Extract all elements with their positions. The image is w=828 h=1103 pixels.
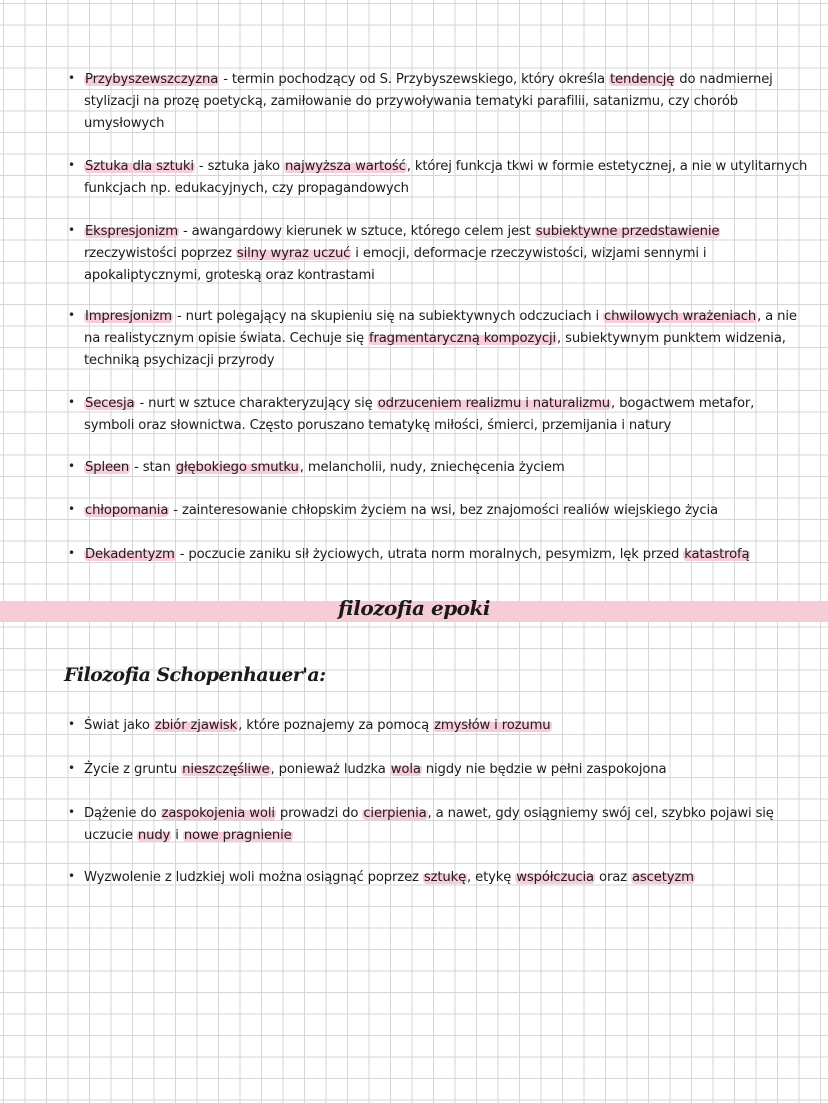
text-segment: - stan (130, 460, 175, 475)
highlighted-term: Spleen (85, 460, 130, 475)
bullet-icon: • (68, 761, 75, 775)
highlighted-term: Dekadentyzm (85, 547, 175, 562)
highlighted-term: ascetyzm (631, 870, 694, 885)
text-segment: i (171, 828, 183, 843)
definition-text (84, 69, 808, 135)
highlighted-term: chwilowych wrażeniach (604, 309, 757, 324)
highlighted-term: nudy (137, 828, 171, 843)
highlighted-term: silny wyraz uczuć (236, 246, 351, 261)
text-segment: , a nawet, gdy osiągniemy swój cel, szybko pojawi się uczucie (84, 806, 774, 843)
definition-dekadentyzm (68, 544, 808, 566)
highlighted-term: cierpienia (363, 806, 427, 821)
text-segment: , ponieważ ludzka (270, 762, 390, 777)
text-segment: - zainteresowanie chłopskim życiem na wsi, bez znajomości realiów wiejskiego życia (169, 503, 718, 518)
text-segment: , a nie na realistycznym opisie świata. Cechuje się (84, 309, 797, 346)
highlighted-term: tendencję (610, 72, 675, 87)
bullet-icon: • (68, 71, 75, 85)
text-segment: , subiektywnym punktem widzenia, techniką psychizacji przyrody (84, 331, 786, 368)
philosophy-text (84, 759, 808, 781)
text-segment: , której funkcja tkwi w formie estetycznej, a nie w utylitarnych funkcjach np. edukacyjnych, czy propagandowych (84, 159, 808, 196)
bullet-icon: • (68, 223, 75, 237)
subheading: Filozofia Schopenhauer'a: (64, 664, 326, 686)
text-segment: Świat jako (84, 718, 154, 733)
definition-przybyszewszczyzna (68, 69, 808, 135)
highlighted-term: Secesja (85, 396, 135, 411)
text-segment: - sztuka jako (194, 159, 284, 174)
text-segment: nigdy nie będzie w pełni zaspokojona (421, 762, 667, 777)
text-segment: do nadmiernej stylizacji na prozę poetycką, zamiłowanie do przywoływania tematyki parafilii, satanizmu, czy chorób umysłowych (84, 72, 773, 131)
highlighted-term: fragmentaryczną kompozycji (368, 331, 557, 346)
bullet-icon: • (68, 395, 75, 409)
highlighted-term: współczucia (516, 870, 594, 885)
definition-spleen (68, 457, 808, 479)
bullet-icon: • (68, 717, 75, 731)
philosophy-text (84, 715, 808, 737)
text-segment: prowadzi do (275, 806, 363, 821)
philosophy-point (68, 803, 808, 847)
highlighted-term: Sztuka dla sztuki (85, 159, 194, 174)
bullet-icon: • (68, 502, 75, 516)
text-segment: - termin pochodzący od S. Przybyszewskiego, który określa (219, 72, 610, 87)
definition-secesja (68, 393, 808, 437)
highlighted-term: nieszczęśliwe (182, 762, 270, 777)
definition-text (84, 457, 808, 479)
text-segment: - awangardowy kierunek w sztuce, którego celem jest (178, 224, 535, 239)
highlighted-term: wola (390, 762, 421, 777)
text-segment: Życie z gruntu (84, 762, 182, 777)
philosophy-point (68, 867, 808, 889)
bullet-icon: • (68, 869, 75, 883)
bullet-icon: • (68, 546, 75, 560)
highlighted-term: sztukę (423, 870, 467, 885)
section-title: filozofia epoki (338, 596, 490, 620)
text-segment: - nurt w sztuce charakteryzujący się (135, 396, 377, 411)
definition-text (84, 393, 808, 437)
bullet-icon: • (68, 308, 75, 322)
definition-text (84, 500, 808, 522)
definition-ekspresjonizm (68, 221, 808, 287)
text-segment: , bogactwem metafor, symboli oraz słownictwa. Często poruszano tematykę miłości, śmierci, przemijania i natury (84, 396, 755, 433)
highlighted-term: głębokiego smutku (175, 460, 299, 475)
highlighted-term: najwyższa wartość (284, 159, 406, 174)
text-segment: , etykę (467, 870, 516, 885)
highlighted-term: Impresjonizm (85, 309, 172, 324)
highlighted-term: Ekspresjonizm (85, 224, 178, 239)
philosophy-text (84, 867, 808, 889)
definition-text (84, 221, 808, 287)
text-segment: i emocji, deformacje rzeczywistości, wizjami sennymi i apokaliptycznymi, groteską oraz kontrastami (84, 246, 707, 283)
definition-text (84, 544, 808, 566)
bullet-icon: • (68, 158, 75, 172)
text-segment: oraz (595, 870, 631, 885)
philosophy-text (84, 803, 808, 847)
highlighted-term: Przybyszewszczyzna (85, 72, 219, 87)
highlighted-term: zmysłów i rozumu (434, 718, 551, 733)
highlighted-term: katastrofą (684, 547, 750, 562)
philosophy-point (68, 715, 808, 737)
text-segment: Dążenie do (84, 806, 161, 821)
highlighted-term: zbiór zjawisk (154, 718, 238, 733)
definition-text (84, 306, 808, 372)
text-segment: - nurt polegający na skupieniu się na subiektywnych odczuciach i (172, 309, 603, 324)
highlighted-term: nowe pragnienie (183, 828, 292, 843)
bullet-icon: • (68, 805, 75, 819)
highlighted-term: zaspokojenia woli (161, 806, 275, 821)
highlighted-term: subiektywne przedstawienie (535, 224, 720, 239)
text-segment: , które poznajemy za pomocą (238, 718, 434, 733)
text-segment: , melancholii, nudy, zniechęcenia życiem (299, 460, 565, 475)
text-segment: rzeczywistości poprzez (84, 246, 236, 261)
highlighted-term: odrzuceniem realizmu i naturalizmu (377, 396, 611, 411)
text-segment: - poczucie zaniku sił życiowych, utrata norm moralnych, pesymizm, lęk przed (175, 547, 684, 562)
bullet-icon: • (68, 459, 75, 473)
highlighted-term: chłopomania (85, 503, 169, 518)
philosophy-point (68, 759, 808, 781)
definition-chlopomania (68, 500, 808, 522)
definition-sztuka-dla-sztuki (68, 156, 808, 200)
text-segment: Wyzwolenie z ludzkiej woli można osiągnąć poprzez (84, 870, 423, 885)
definition-impresjonizm (68, 306, 808, 372)
definition-text (84, 156, 808, 200)
